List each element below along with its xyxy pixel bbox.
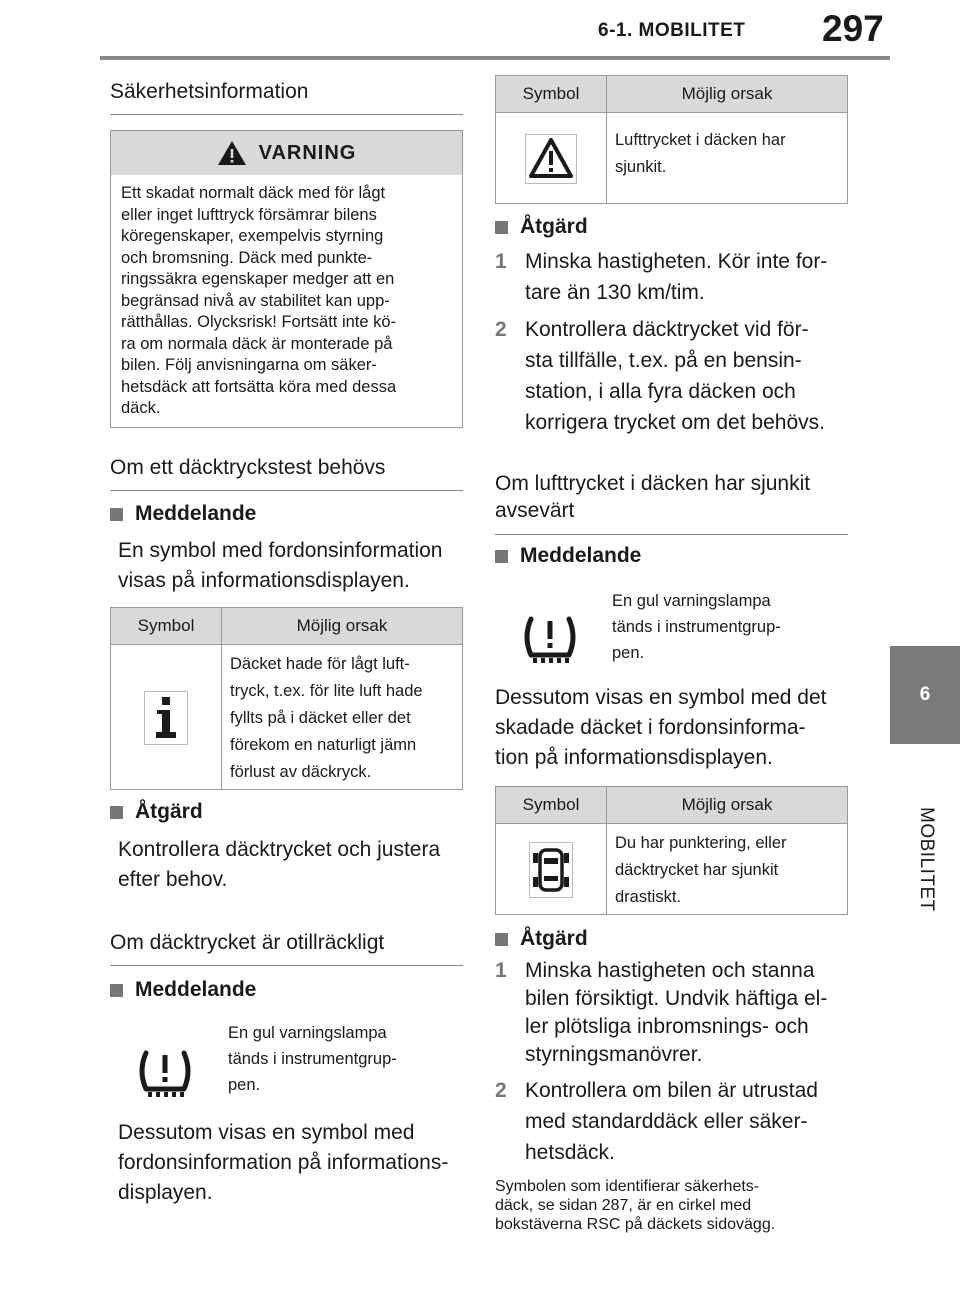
col-cause: Möjlig orsak [681, 84, 773, 103]
text-line: Lufttrycket i däcken har [615, 131, 786, 149]
warning-line: ringssäkra egenskaper medger att en [121, 270, 395, 288]
col-cause: Möjlig orsak [681, 795, 773, 814]
square-bullet [110, 806, 123, 819]
message-heading-label: Meddelande [135, 502, 257, 525]
insufficient-pressure-heading: Om däcktrycket är otillräckligt [110, 931, 463, 966]
step-text [525, 957, 827, 1069]
warning-box [110, 130, 463, 428]
warning-line: hetsdäck att fortsätta köra med dessa [121, 377, 397, 396]
message-heading-label: Meddelande [520, 544, 642, 567]
symbol-table-info [110, 607, 463, 790]
action-heading [110, 800, 203, 824]
chapter-title: 6-1. MOBILITET [598, 20, 746, 41]
text-line: styrningsmanövrer. [525, 1043, 703, 1066]
text-line: däck, se sidan 287, är en cirkel med [495, 1197, 752, 1214]
warning-line: bilen. Följ anvisningarna om säker- [121, 356, 377, 374]
action-heading-label: Åtgärd [520, 927, 588, 950]
text-line: visas på informationsdisplayen. [118, 569, 410, 592]
action-heading [495, 215, 588, 239]
step-text [525, 246, 827, 308]
info-icon [144, 691, 188, 745]
warning-line: och bromsning. Däck med punkte- [121, 248, 373, 267]
symbol-cell [496, 824, 607, 915]
text-line: skadade däcket i fordonsinforma- [495, 716, 806, 739]
square-bullet [110, 508, 123, 521]
symbol-table-warning [495, 75, 848, 204]
text-line: station, i alla fyra däcken och [525, 380, 796, 403]
text-line: fyllts på i däcket eller det [230, 709, 411, 727]
warning-triangle-icon [525, 134, 577, 184]
header-rule [100, 56, 890, 60]
warning-line: ra om normala däck är monterade på [121, 334, 393, 353]
table-header [496, 76, 847, 113]
car-flat-tire-icon [529, 842, 573, 898]
chapter-tab-number: 6 [919, 684, 931, 705]
lamp-description [612, 588, 842, 666]
step-item [495, 1075, 855, 1168]
text-line: korrigera trycket om det behövs. [525, 411, 825, 434]
step-number: 1 [495, 250, 507, 273]
warning-title: VARNING [258, 141, 357, 164]
text-line: efter behov. [118, 868, 228, 891]
text-line: Om lufttrycket i däcken har sjunkit [495, 472, 811, 495]
chapter-tab [890, 646, 960, 744]
text-line: Du har punktering, eller [615, 834, 787, 852]
rsc-note [495, 1177, 855, 1234]
text-line: En gul varningslampa [228, 1024, 387, 1042]
table-row [496, 113, 847, 204]
action-heading-label: Åtgärd [135, 800, 203, 823]
action-steps [495, 957, 855, 1168]
text-line: Kontrollera om bilen är utrustad [525, 1079, 818, 1102]
step-item [495, 314, 855, 438]
table-row [111, 645, 462, 790]
message-text [118, 1118, 468, 1208]
text-line: Minska hastigheten. Kör inte for- [525, 250, 828, 273]
text-line: Dessutom visas en symbol med det [495, 686, 827, 709]
text-line: hetsdäck. [525, 1141, 615, 1164]
text-line: bilen försiktigt. Undvik häftiga el- [525, 987, 828, 1010]
message-text [118, 536, 468, 596]
col-symbol: Symbol [496, 787, 607, 823]
col-symbol: Symbol [496, 76, 607, 112]
text-line: Dessutom visas en symbol med [118, 1121, 415, 1144]
text-line: En symbol med fordonsinformation [118, 539, 443, 562]
action-steps [495, 246, 855, 438]
text-line: ler plötsliga inbromsnings- och [525, 1015, 809, 1038]
text-line: tion på informationsdisplayen. [495, 746, 773, 769]
text-line: Symbolen som identifierar säkerhets- [495, 1178, 760, 1195]
text-line: Däcket hade för lågt luft- [230, 655, 410, 673]
warning-line: rätthållas. Olycksrisk! Fortsätt inte kö- [121, 313, 397, 331]
step-text [525, 1075, 818, 1168]
text-line: Minska hastigheten och stanna [525, 959, 815, 982]
col-symbol: Symbol [111, 608, 222, 644]
text-line: En gul varningslampa [612, 592, 771, 610]
table-row [496, 824, 847, 915]
text-line: förlust av däckryck. [230, 763, 372, 781]
table-header [496, 787, 847, 824]
step-number: 2 [495, 1079, 507, 1102]
square-bullet [495, 221, 508, 234]
warning-header [111, 131, 462, 175]
text-line: med standarddäck eller säker- [525, 1110, 808, 1133]
tire-pressure-warning-icon [521, 613, 579, 665]
warning-line: Ett skadat normalt däck med för lågt [121, 184, 386, 202]
warning-text [111, 175, 462, 428]
cause-cell [607, 824, 847, 915]
message-heading [110, 502, 256, 526]
action-text [118, 835, 468, 895]
text-line: Kontrollera däcktrycket och justera [118, 838, 441, 861]
message-heading [110, 978, 256, 1002]
message-heading-label: Meddelande [135, 978, 257, 1001]
square-bullet [495, 550, 508, 563]
step-text [525, 314, 825, 438]
text-line: sta tillfälle, t.ex. på en bensin- [525, 349, 802, 372]
text-line: tare än 130 km/tim. [525, 281, 705, 304]
text-line: Kontrollera däcktrycket vid för- [525, 318, 809, 341]
tire-pressure-warning-icon [136, 1047, 194, 1099]
text-line: tänds i instrumentgrup- [228, 1050, 397, 1068]
step-item [495, 957, 855, 1069]
symbol-cell [111, 645, 222, 790]
col-cause: Möjlig orsak [296, 616, 388, 635]
warning-triangle-icon [217, 140, 247, 166]
step-number: 2 [495, 318, 507, 341]
cause-cell [607, 113, 847, 204]
text-line: förekom en naturligt jämn [230, 736, 417, 754]
square-bullet [495, 933, 508, 946]
text-line: tänds i instrumentgrup- [612, 618, 781, 636]
square-bullet [110, 984, 123, 997]
message-heading [495, 544, 641, 568]
warning-line: eller inget lufttryck försämrar bilens [121, 205, 377, 224]
warning-line: köregenskaper, exempelvis styrning [121, 227, 384, 245]
warning-line: däck. [121, 399, 161, 417]
message-text [495, 683, 855, 773]
text-line: bokstäverna RSC på däckets sidovägg. [495, 1216, 776, 1233]
chapter-side-label: MOBILITET [916, 807, 937, 912]
pressure-sunk-heading [495, 470, 848, 535]
page-number: 297 [822, 8, 884, 49]
step-item [495, 246, 855, 308]
symbol-cell [496, 113, 607, 204]
cause-cell [222, 645, 462, 790]
text-line: fordonsinformation på informations- [118, 1151, 449, 1174]
text-line: pen. [228, 1076, 261, 1094]
text-line: drastiskt. [615, 888, 682, 906]
text-line: pen. [612, 644, 645, 662]
text-line: avsevärt [495, 499, 575, 522]
text-line: sjunkit. [615, 158, 667, 176]
text-line: displayen. [118, 1181, 213, 1204]
warning-line: begränsad nivå av stabilitet kan upp- [121, 291, 390, 310]
pressure-test-heading: Om ett däcktryckstest behövs [110, 456, 463, 491]
symbol-table-flat [495, 786, 848, 915]
lamp-description [228, 1020, 458, 1098]
table-header [111, 608, 462, 645]
text-line: tryck, t.ex. för lite luft hade [230, 682, 423, 700]
safety-info-heading: Säkerhetsinformation [110, 80, 463, 115]
text-line: däcktrycket har sjunkit [615, 861, 779, 879]
step-number: 1 [495, 959, 507, 982]
action-heading-label: Åtgärd [520, 215, 588, 238]
action-heading [495, 927, 588, 951]
